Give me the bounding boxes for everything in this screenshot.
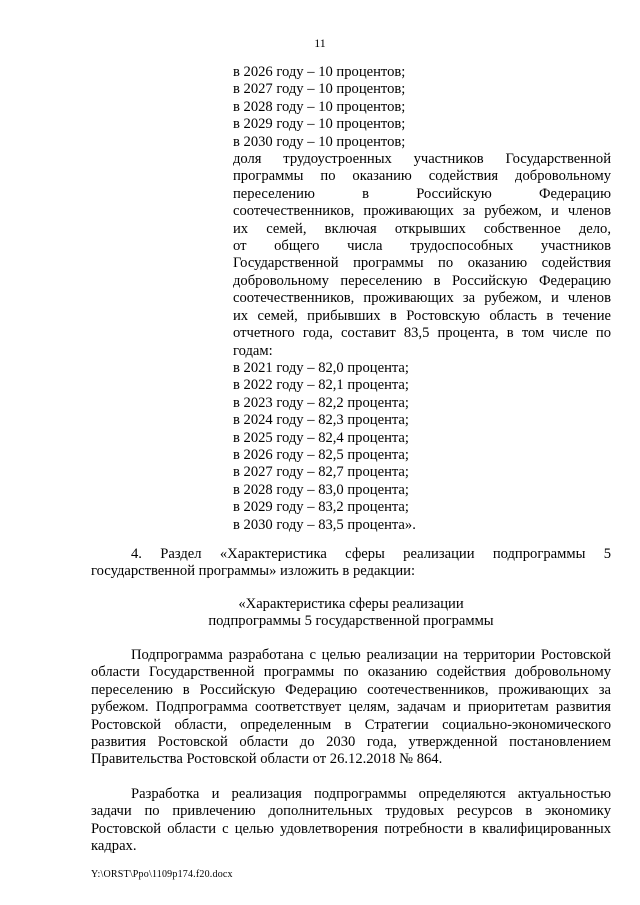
paragraph-line: переселению в Российскую Федерацию bbox=[233, 185, 611, 202]
section-4-instruction: 4. Раздел «Характеристика сферы реализации подпрограммы 5 государственной программы» изложить в редакции: bbox=[91, 546, 611, 580]
list-item: в 2028 году – 83,0 процента; bbox=[233, 481, 409, 498]
list-item: в 2022 году – 82,1 процента; bbox=[233, 377, 409, 394]
list-item: в 2027 году – 82,7 процента; bbox=[233, 464, 409, 481]
list-item: в 2026 году – 10 процентов; bbox=[233, 64, 406, 80]
list-item: в 2023 году – 82,2 процента; bbox=[233, 394, 409, 411]
paragraph-line: добровольному переселению в Российскую Федерацию bbox=[233, 272, 611, 289]
paragraph-line: от общего числа трудоспособных участников bbox=[233, 238, 611, 255]
list-item: в 2025 году – 82,4 процента; bbox=[233, 429, 409, 446]
list-item: в 2029 году – 83,2 процента; bbox=[233, 499, 409, 516]
paragraph-line: годам: bbox=[233, 342, 273, 359]
body-paragraph-2: Разработка и реализация подпрограммы определяются актуальностью задачи по привлечению дополнительных трудовых ресурсов в экономику Ростовской области с целью удовлетворения потребности в квалифицированных кадрах. bbox=[91, 786, 611, 855]
list-item: в 2026 году – 82,5 процента; bbox=[233, 446, 409, 463]
paragraph-line: Государственной программы по оказанию содействия bbox=[233, 255, 611, 272]
body-paragraph-1: Подпрограмма разработана с целью реализации на территории Ростовской области Государственной программы по оказанию содействия добровольному переселению в Российскую Федерацию соотечественников, проживающих за рубежом. Подпрограмма соответствует целям, задачам и приоритетам развития Ростовской области, определенным в Стратегии социально-экономического развития Ростовской области до 2030 года, утвержденной постановлением Правительства Ростовской области от 26.12.2018 № 864. bbox=[91, 647, 611, 768]
paragraph-line: их семей, включая открывших собственное дело, bbox=[233, 220, 611, 237]
list-item: в 2030 году – 10 процентов; bbox=[233, 133, 406, 150]
paragraph-line: соотечественников, проживающих за рубежом, и членов bbox=[233, 203, 611, 220]
paragraph-line: их семей, прибывших в Ростовскую область в течение bbox=[233, 307, 611, 324]
list-item: в 2027 году – 10 процентов; bbox=[233, 81, 406, 98]
section-heading-line-2: подпрограммы 5 государственной программы bbox=[208, 613, 494, 629]
indicator-block bbox=[233, 64, 611, 534]
list-item: в 2029 году – 10 процентов; bbox=[233, 116, 406, 133]
list-item: в 2028 году – 10 процентов; bbox=[233, 98, 406, 115]
section-heading-line-1: «Характеристика сферы реализации bbox=[238, 596, 464, 612]
paragraph-line: соотечественников, проживающих за рубежом, и членов bbox=[233, 290, 611, 307]
list-item: в 2021 году – 82,0 процента; bbox=[233, 359, 409, 376]
paragraph-line: программы по оказанию содействия добровольному bbox=[233, 168, 611, 185]
page-number: 11 bbox=[314, 36, 326, 50]
paragraph-line: отчетного года, составит 83,5 процента, в том числе по bbox=[233, 325, 611, 342]
file-path-footer: Y:\ORST\Ppo\1109p174.f20.docx bbox=[91, 869, 233, 880]
list-item: в 2030 году – 83,5 процента». bbox=[233, 516, 416, 533]
list-item: в 2024 году – 82,3 процента; bbox=[233, 412, 409, 429]
paragraph-line: доля трудоустроенных участников Государственной bbox=[233, 151, 611, 168]
